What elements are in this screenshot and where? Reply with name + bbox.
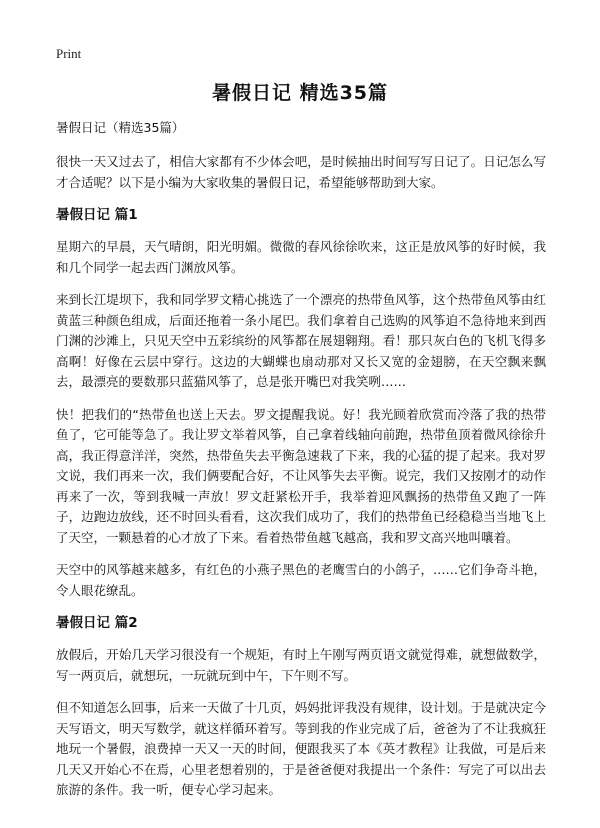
document-subtitle: 暑假日记（精选35篇）: [56, 120, 185, 135]
page-title: 暑假日记 精选35篇: [211, 82, 389, 104]
print-link[interactable]: Print: [56, 46, 82, 61]
section-2-paragraph: 但不知道怎么回事，后来一天做了十几页，妈妈批评我没有规律，设计划。于是就决定今天写语文，明天写数学，就这样循环着写。等到我的作业完成了后，爸爸为了不让我疯狂地玩一个暑假，浪费掉一天又一天的时间，便跟我买了本《英才教程》让我做，可是后来几天又开始心不在焉，心里老想着别的，于是爸爸便对我提出一个条件：写完了可以出去旅游的条件。我一听，便专心学习起来。: [56, 700, 546, 797]
section-heading-2: 暑假日记 篇2: [56, 615, 138, 631]
section-1-paragraph: 星期六的早晨，天气晴朗，阳光明媚。微微的春风徐徐吹来，这正是放风筝的好时候，我和几个同学一起去西门渊放风筝。: [56, 239, 546, 275]
section-heading-1: 暑假日记 篇1: [56, 207, 138, 223]
intro-paragraph: 很快一天又过去了，相信大家都有不少体会吧，是时候抽出时间写写日记了。日记怎么写才合适呢？以下是小编为大家收集的暑假日记，希望能够帮助到大家。: [56, 154, 546, 190]
section-2-paragraph: 放假后，开始几天学习很没有一个规矩，有时上午刚写两页语文就觉得难，就想做数学，写一两页后，就想玩，一玩就玩到中午，下午则不写。: [56, 647, 546, 683]
section-1-paragraph: 天空中的风筝越来越多，有红色的小燕子黑色的老鹰雪白的小鸽子，……它们争奇斗艳，令人眼花缭乱。: [56, 562, 546, 598]
section-1-paragraph: 来到长江堤坝下，我和同学罗文精心挑选了一个漂亮的热带鱼风筝，这个热带鱼风筝由红黄蓝三种颜色组成，后面还拖着一条小尾巴。我们拿着自己选购的风筝迫不急待地来到西门渊的沙滩上，只见天空中五彩缤纷的风筝都在展翅翱翔。看！那只灰白色的飞机飞得多高啊！好像在云层中穿行。这边的大蝴蝶也扇动那对又长又宽的金翅膀，在天空飘来飘去，最漂亮的要数那只蓝猫风筝了，总是张开嘴巴对我笑咧……: [56, 292, 546, 389]
document-body: [56, 118, 546, 813]
section-1-paragraph: 快！把我们的“热带鱼也送上天去。罗文提醒我说。好！我光顾着欣赏而冷落了我的热带鱼了，它可能等急了。我让罗文举着风筝，自己拿着线轴向前跑，热带鱼顶着微风徐徐升高，我正得意洋洋，突然，热带鱼失去平衡急速栽了下来，我的心猛的提了起来。我对罗文说，我们再来一次，我们俩要配合好，不让风筝失去平衡。说完，我们又按刚才的动作再来了一次，等到我喊一声放！罗文赶紧松开手，我举着迎风飘扬的热带鱼又跑了一阵子，边跑边放线，还不时回头看看，这次我们成功了，我们的热带鱼已经稳稳当当地飞上了天空，一颗悬着的心才放了下来。看着热带鱼越飞越高，我和罗文高兴地叫嚷着。: [56, 406, 546, 545]
